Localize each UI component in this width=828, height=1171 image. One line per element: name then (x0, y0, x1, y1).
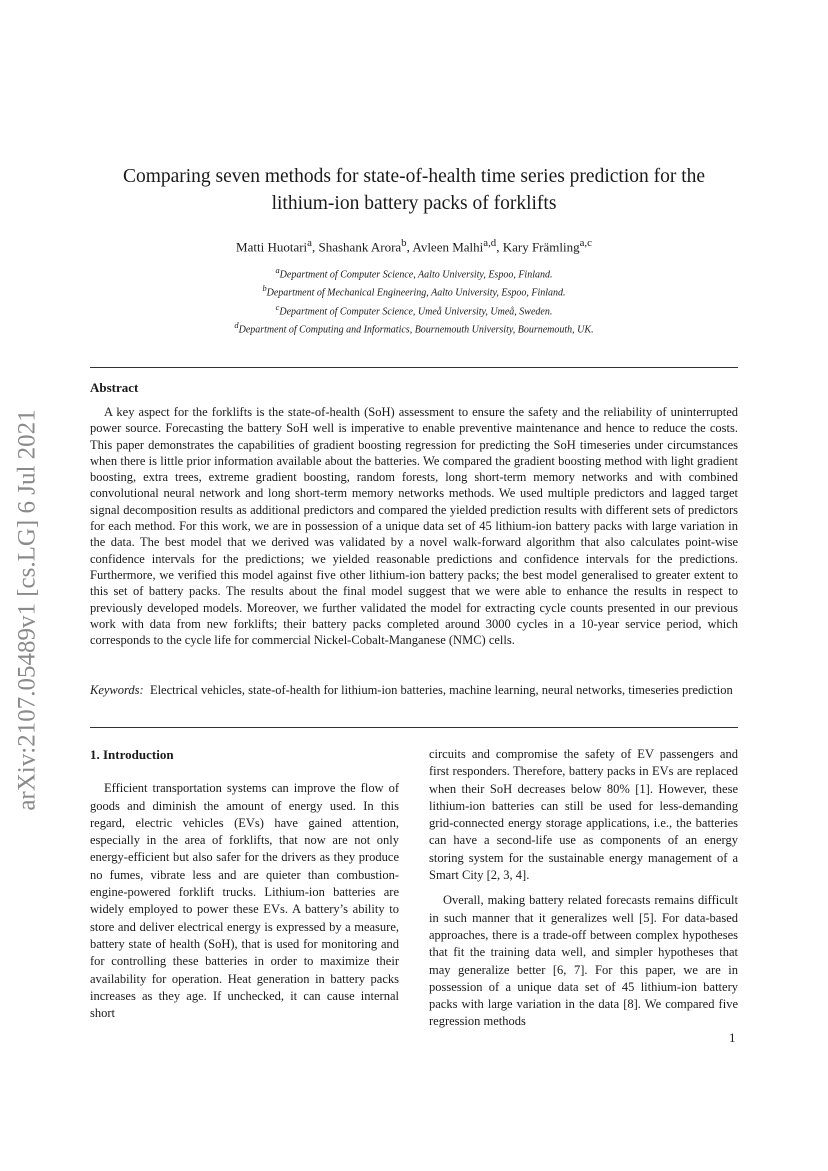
arxiv-sidebar-stamp (8, 380, 48, 840)
abstract-heading: Abstract (90, 380, 139, 395)
abstract-text: A key aspect for the forklifts is the state-of-health (SoH) assessment to ensure the safety and the reliability of uninterrupted power source. Forecasting the battery SoH well is imperative to enable preventive maintenance and hence to reduce the costs. This paper demonstrates the capabilities of gradient boosting regression for predicting the SoH timeseries under circumstances when there is little prior information available about the batteries. We compared the gradient boosting method with light gradient boosting, extra trees, extreme gradient boosting, random forests, long short-term memory networks and with combined convolutional neural network and long short-term memory networks methods. We used multiple predictors and lagged target signal decomposition results as additional predictors and compared the yielded prediction results with different sets of predictors for each method. For this work, we are in possession of a unique data set of 45 lithium-ion battery packs with large variation in the data. The best model that we derived was validated by a novel walk-forward algorithm that also calculates point-wise confidence intervals for the predictions; we yielded reasonable predictions and confidence intervals for the predictions. Furthermore, we verified this model against five other lithium-ion battery packs; the best model generalised to greater extent to this set of battery packs. The results about the final model suggest that we were able to enhance the results in respect to previously developed models. Moreover, we further validated the model for extracting cycle counts presented in our previous work with data from new forklifts; their battery packs completed around 3000 cycles in a 10-year service period, which corresponds to the cycle life for commercial Nickel-Cobalt-Manganese (NMC) cells. (90, 405, 738, 648)
author-affiliation-mark: a,d (483, 237, 497, 249)
body-paragraph: Efficient transportation systems can improve the flow of goods and diminish the amount of energy used. In this regard, electric vehicles (EVs) have gained attention, especially in the area of forklifts, that now are not only energy-efficient but also safer for the drivers as they produce no fumes, vibrate less and are quieter than combustion-engine-powered forklift trucks. Lithium-ion batteries are widely employed to power these EVs. A battery’s ability to store and deliver electrical energy is expressed by a measure, battery state of health (SoH), that is used for monitoring and for controlling these batteries in order to maximize their availability for operation. Heat generation in battery packs increases as they age. If unchecked, it can cause internal short (90, 781, 399, 1021)
abstract-bottom-rule (90, 727, 738, 728)
page-number: 1 (729, 1030, 736, 1045)
author-name: Avleen Malhi (412, 239, 484, 255)
affiliation: $^a$Department of Computer Science, Aalto University, Espoo, Finland. (275, 266, 553, 281)
keywords (90, 682, 738, 698)
author-affiliation-mark: a,c (579, 237, 592, 249)
affiliation: $^d$Department of Computing and Informatics, Bournemouth University, Bournemouth, UK. (234, 320, 594, 336)
author-affiliation-mark: a (307, 237, 312, 249)
keywords-label: Keywords: (90, 683, 144, 697)
body-paragraph: circuits and compromise the safety of EV passengers and first responders. Therefore, battery packs in EVs are replaced when their SoH decreases below 80% [1]. However, these lithium-ion batteries can still be used for less-demanding grid-connected energy storage applications, i.e., the batteries can have a second-life use as components of an energy storing system for the sustainable energy management of a Smart City [2, 3, 4]. (429, 747, 738, 883)
section-heading-introduction: 1. Introduction (90, 747, 174, 762)
keywords-text: Electrical vehicles, state-of-health for lithium-ion batteries, machine learning, neural networks, timeseries prediction (149, 683, 733, 697)
author-list: Matti Huotari$^a$, Shashank Arora$^b$, Avleen Malhi$^{a,d}$, Kary Främling$^{a,c}$ (236, 237, 592, 255)
abstract-top-rule (90, 367, 738, 368)
right-column (429, 746, 738, 1039)
author-name: Shashank Arora (318, 239, 402, 255)
affiliation: $^c$Department of Computer Science, Umeå University, Umeå, Sweden. (275, 302, 553, 317)
arxiv-id: arXiv:2107.05489v1 [cs.LG] 6 Jul 2021 (14, 409, 41, 811)
author-name: Kary Främling (502, 239, 580, 255)
affiliation-list (90, 264, 738, 337)
paper-title: Comparing seven methods for state-of-health time series prediction for the lithium-ion battery packs of forklifts (122, 166, 706, 214)
body-paragraph: Overall, making battery related forecasts remains difficult in such manner that it generalizes well [5]. For data-based approaches, there is a trade-off between complex hypotheses that fit the training data well, and simpler hypotheses that may generalize better [6, 7]. For this paper, we are in possession of a unique data set of 45 lithium-ion battery packs with large variation in the data [8]. We compared five regression methods (429, 893, 738, 1029)
affiliation: $^b$Department of Mechanical Engineering, Aalto University, Espoo, Finland. (262, 284, 566, 299)
left-column (90, 746, 399, 1030)
author-affiliation-mark: b (401, 237, 407, 249)
author-name: Matti Huotari (236, 239, 308, 255)
